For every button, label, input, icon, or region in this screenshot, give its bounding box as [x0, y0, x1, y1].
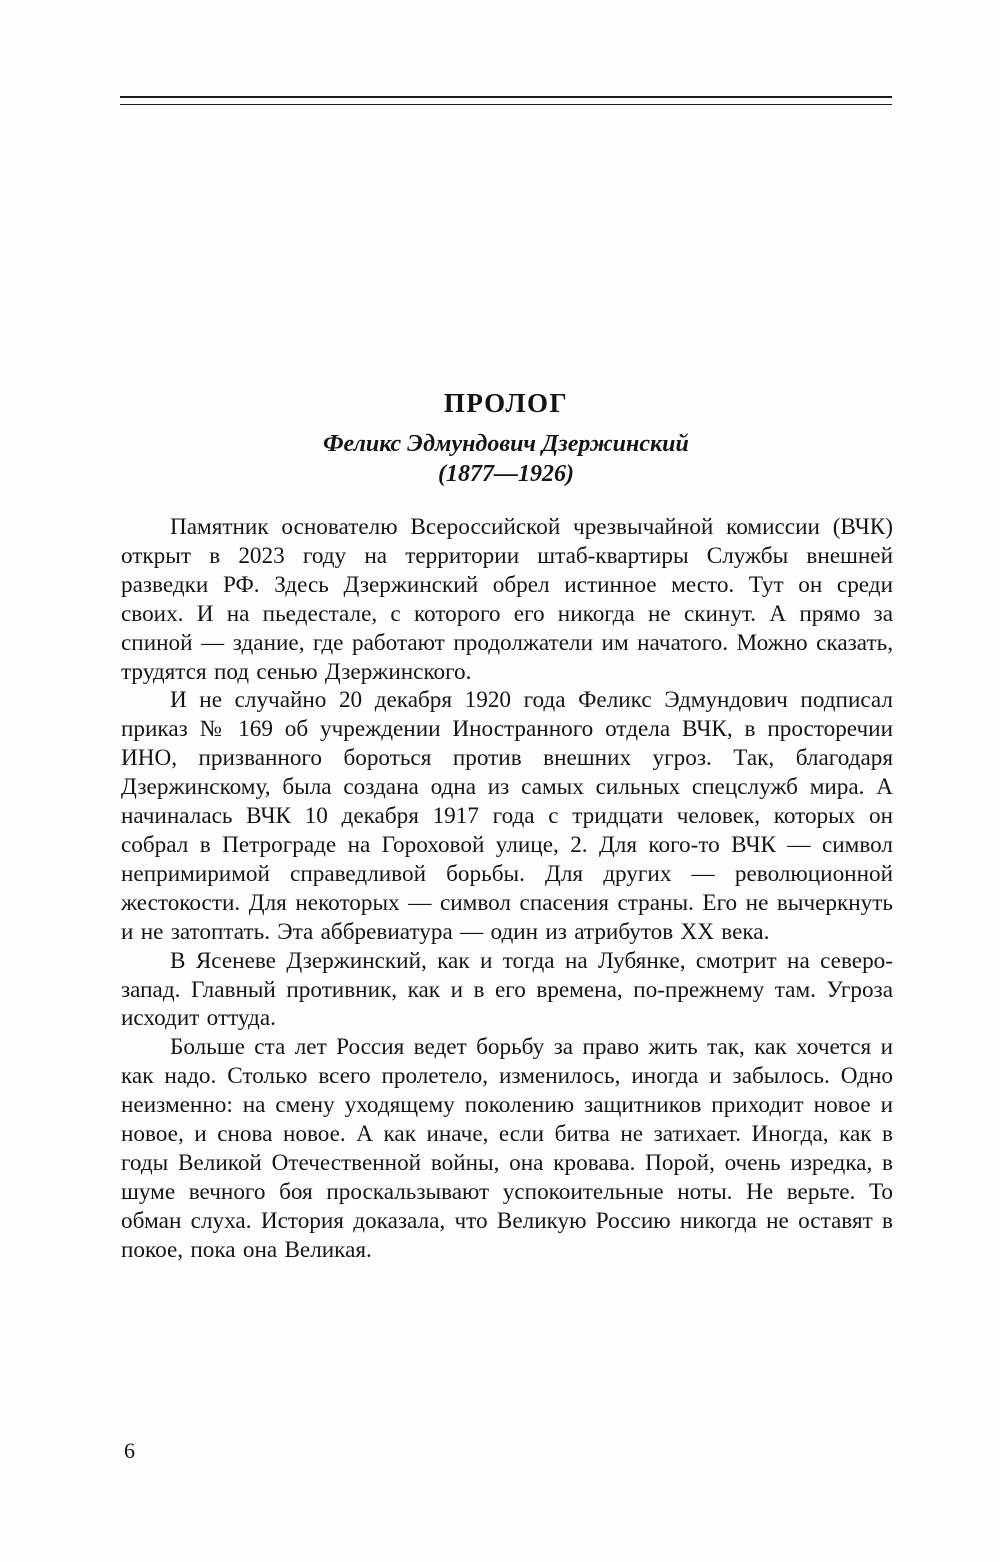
paragraph: Памятник основателю Всероссийской чрезвычайной комиссии (ВЧК) открыт в 2023 году на территории штаб-квартиры Службы внешней разведки РФ. Здесь Дзержинский обрел истинное место. Тут он среди своих. И на пьедестале, с которого его никогда не скинут. А прямо за спиной — здание, где работают продолжатели им начатого. Можно сказать, трудятся под сенью Дзержинского.	[121, 514, 893, 685]
paragraph: И не случайно 20 декабря 1920 года Феликс Эдмундович подписал приказ № 169 об учреждении Иностранного отдела ВЧК, в просторечии ИНО, призванного бороться против внешних угроз. Так, благодаря Дзержинскому, была создана одна из самых сильных спецслужб мира. А начиналась ВЧК 10 декабря 1917 года с тридцати человек, которых он собрал в Петрограде на Гороховой улице, 2. Для кого-то ВЧК — символ непримиримой справедливой борьбы. Для других — революционной жестокости. Для некоторых — символ спасения страны. Его не вычеркнуть и не затоптать. Эта аббревиатура — один из атрибутов XX века.	[121, 687, 893, 945]
chapter-title: ПРОЛОГ	[443, 388, 569, 418]
paragraph: Больше ста лет Россия ведет борьбу за право жить так, как хочется и как надо. Столько всего пролетело, изменилось, иногда и забылось. Одно неизменно: на смену уходящему поколению защитников приходит новое и новое, и снова новое. А как иначе, если битва не затихает. Иногда, как в годы Великой Отечественной войны, она кровава. Порой, очень изредка, в шуме вечного боя проскальзывают успокоительные ноты. Не верьте. То обман слуха. История доказала, что Великую Россию никогда не оставят в покое, пока она Великая.	[121, 1034, 893, 1263]
chapter-heading	[120, 388, 892, 489]
body-text	[121, 513, 893, 1265]
chapter-subtitle-name: Феликс Эдмундович Дзержинский	[323, 431, 689, 457]
page-number: 6	[124, 1438, 135, 1463]
header-double-rule	[120, 96, 892, 105]
paragraph: В Ясеневе Дзержинский, как и тогда на Лубянке, смотрит на северо-запад. Главный противник, как и в его времена, по-прежнему там. Угроза исходит оттуда.	[121, 947, 893, 1032]
chapter-subtitle-years: (1877—1926)	[438, 461, 574, 487]
